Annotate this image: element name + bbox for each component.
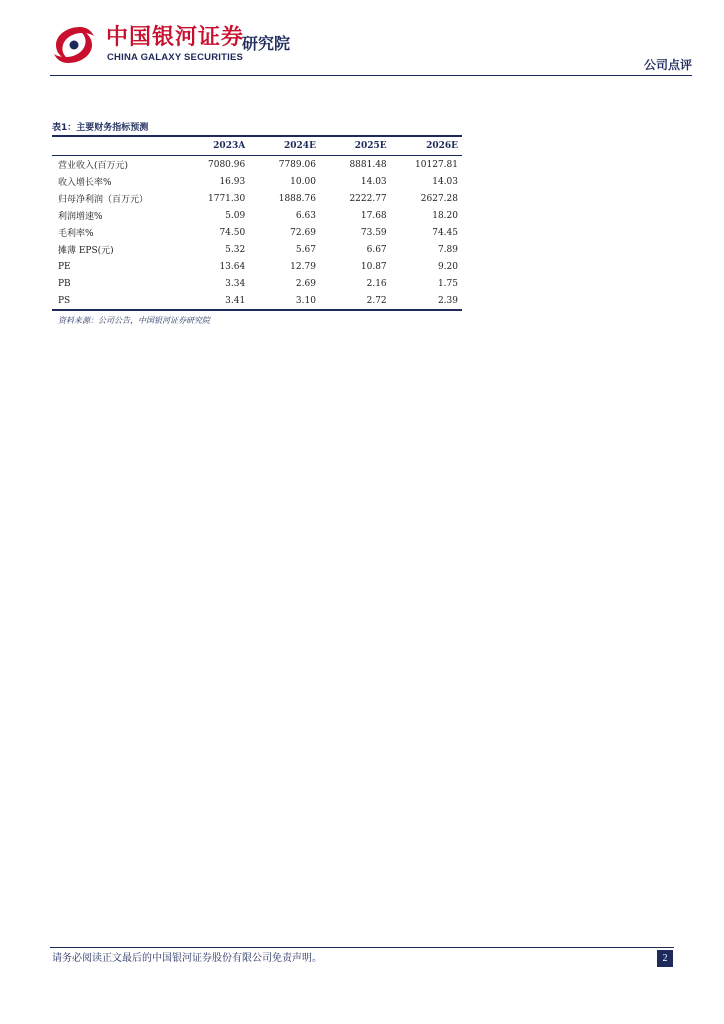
table-cell: 14.03 xyxy=(360,176,387,187)
table-cell: 6.67 xyxy=(366,244,387,255)
table-cell: 7.89 xyxy=(437,244,458,255)
brand-name-english: CHINA GALAXY SECURITIES xyxy=(107,52,244,63)
table-row xyxy=(52,190,462,207)
row-label: 归母净利润（百万元） xyxy=(58,195,149,205)
row-label: PS xyxy=(58,295,71,306)
table-cell: 2222.77 xyxy=(349,193,387,204)
row-label: PB xyxy=(58,278,71,289)
table-header-row xyxy=(52,136,462,156)
table-cell: 8881.48 xyxy=(349,159,387,170)
table-cell: 5.32 xyxy=(225,244,246,255)
table-cell: 10.87 xyxy=(360,261,387,272)
table-cell: 7080.96 xyxy=(208,159,246,170)
table-cell: 10.00 xyxy=(290,176,316,187)
row-label: PE xyxy=(58,261,71,272)
table-cell: 2.16 xyxy=(366,278,387,289)
table-cell: 9.20 xyxy=(437,261,458,272)
table-cell: 5.67 xyxy=(295,244,316,255)
table-cell: 7789.06 xyxy=(278,159,316,170)
table-cell: 1.75 xyxy=(437,278,458,289)
table-row xyxy=(52,156,462,174)
footer-divider xyxy=(50,947,674,948)
disclaimer-text: 请务必阅读正文最后的中国银河证券股份有限公司免责声明。 xyxy=(52,953,322,964)
brand-name-chinese: 中国银河证券 xyxy=(106,25,245,50)
table-row xyxy=(52,292,462,310)
table-header-cell: 2024E xyxy=(284,141,316,151)
table-cell: 16.93 xyxy=(219,176,246,187)
table-cell: 10127.81 xyxy=(415,159,458,170)
row-label: 摊薄 EPS(元) xyxy=(58,246,114,256)
table-cell: 2.69 xyxy=(295,278,316,289)
table-cell: 74.50 xyxy=(219,227,246,238)
table-cell: 2.39 xyxy=(437,295,458,306)
china-galaxy-logo-icon xyxy=(50,24,98,66)
table-header-cell: 2026E xyxy=(426,141,458,151)
table-cell: 3.41 xyxy=(225,295,246,306)
table-cell: 72.69 xyxy=(290,227,316,238)
table-cell: 2.72 xyxy=(366,295,387,306)
table-cell: 6.63 xyxy=(295,210,316,221)
table-cell: 14.03 xyxy=(432,176,458,187)
brand-institute: 研究院 xyxy=(242,34,291,53)
table-row xyxy=(52,258,462,275)
row-label: 毛利率% xyxy=(58,229,94,239)
row-label: 收入增长率% xyxy=(58,178,112,188)
table-row xyxy=(52,224,462,241)
table-cell: 73.59 xyxy=(360,227,387,238)
table-row xyxy=(52,275,462,292)
table-row xyxy=(52,173,462,190)
table-cell: 12.79 xyxy=(290,261,316,272)
table-cell: 3.10 xyxy=(295,295,316,306)
table-header-cell: 2025E xyxy=(354,141,387,151)
table-title: 表1：主要财务指标预测 xyxy=(52,123,149,133)
header-divider xyxy=(50,75,692,76)
table-cell: 1888.76 xyxy=(278,193,316,204)
table-cell: 74.45 xyxy=(432,227,458,238)
report-type-label: 公司点评 xyxy=(643,58,692,72)
table-cell: 3.34 xyxy=(225,278,246,289)
table-source-note: 资料来源：公司公告，中国银河证券研究院 xyxy=(58,316,210,325)
table-cell: 5.09 xyxy=(225,210,246,221)
page-number: 2 xyxy=(657,950,673,967)
table-cell: 2627.28 xyxy=(420,193,458,204)
table-row xyxy=(52,241,462,258)
table-cell: 17.68 xyxy=(360,210,387,221)
row-label: 营业收入(百万元) xyxy=(58,161,129,171)
table-cell: 18.20 xyxy=(432,210,458,221)
table-cell: 1771.30 xyxy=(208,193,246,204)
table-cell: 13.64 xyxy=(219,261,246,272)
table-header-cell: 2023A xyxy=(213,141,246,151)
financial-forecast-table xyxy=(52,135,462,311)
table-row xyxy=(52,207,462,224)
row-label: 利润增速% xyxy=(58,212,103,222)
table-header-cell xyxy=(52,136,179,156)
